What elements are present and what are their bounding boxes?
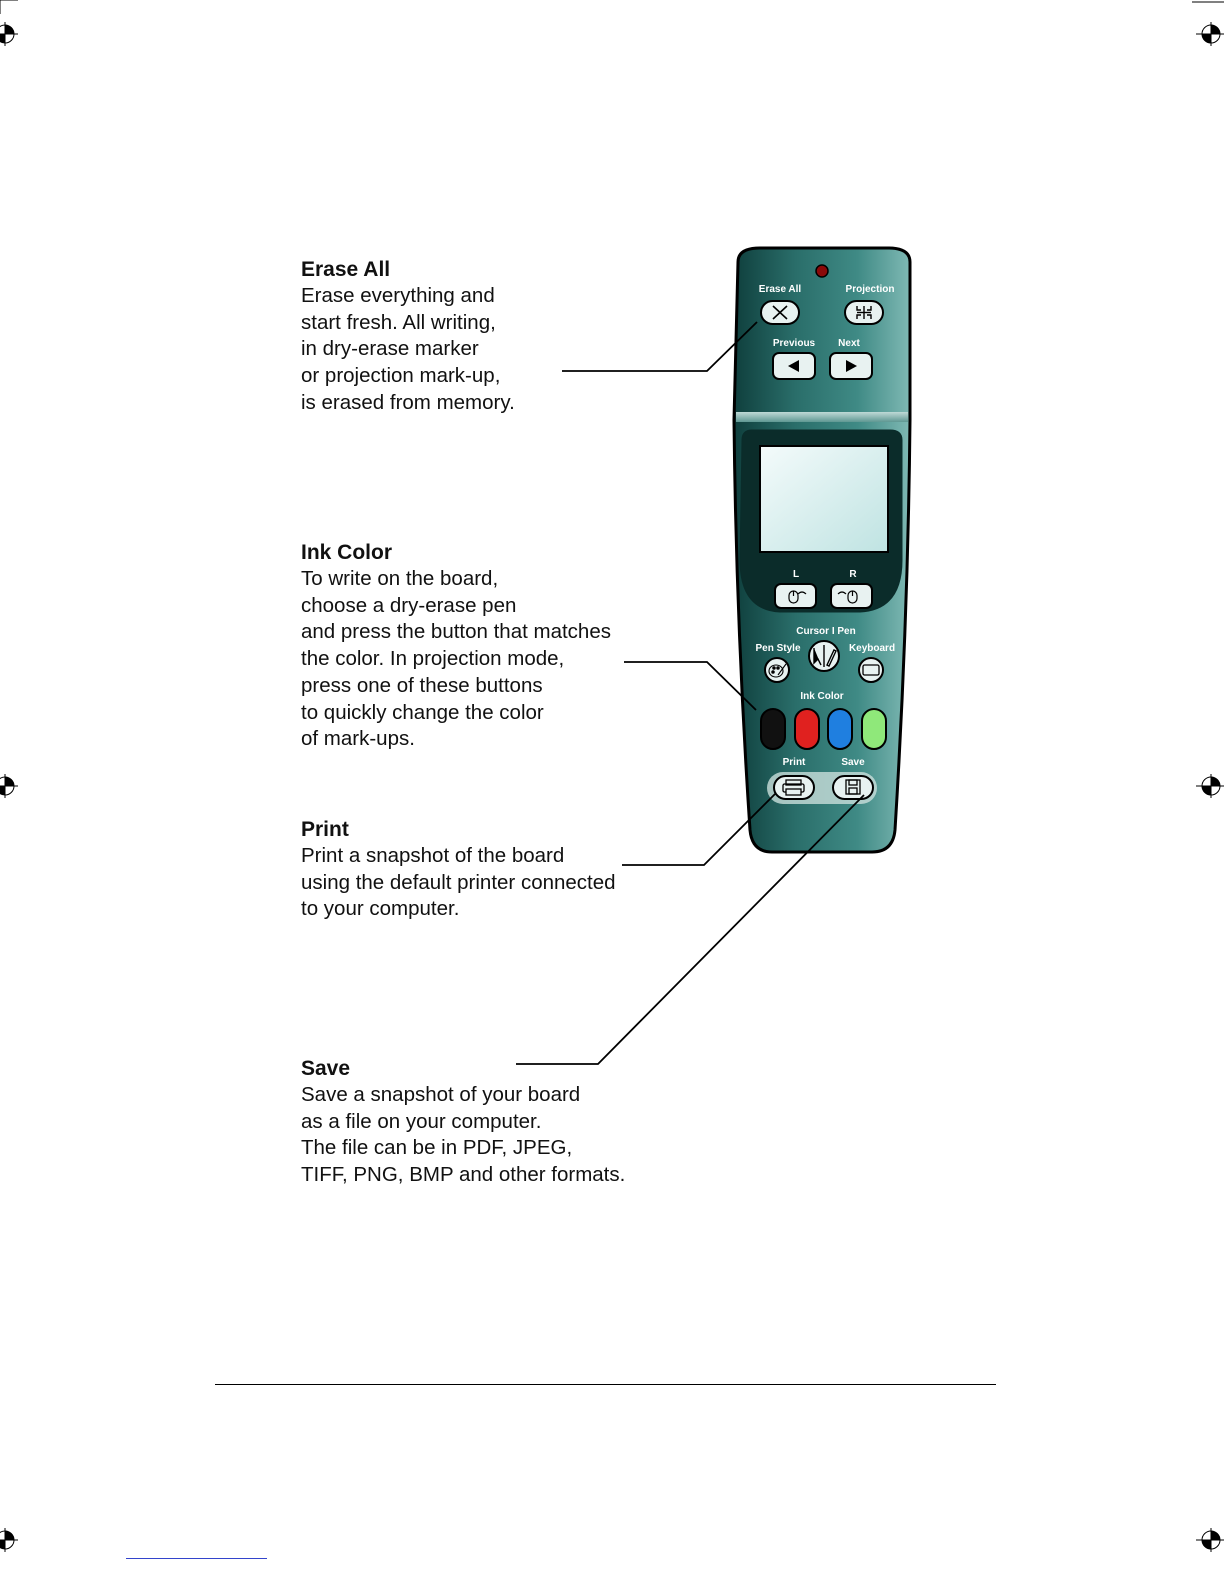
callout-line: of mark-ups. — [301, 727, 415, 751]
callout-line: Print a snapshot of the board — [301, 844, 565, 867]
callout-title: Erase All — [301, 258, 391, 281]
callout-line: is erased from memory. — [301, 390, 515, 414]
ink-black-button[interactable] — [761, 709, 785, 749]
callout-line: the color. In projection mode, — [301, 647, 565, 671]
cursor-pen-button[interactable] — [809, 641, 839, 671]
save-label: Save — [841, 757, 865, 768]
callout-line: or projection mark-up, — [301, 364, 501, 388]
ink-color-label: Ink Color — [800, 691, 844, 702]
right-click-label: R — [849, 569, 857, 580]
callout-line: To write on the board, — [301, 567, 499, 590]
print-label: Print — [782, 757, 806, 768]
left-click-label: L — [792, 569, 800, 580]
callout-line: press one of these buttons — [301, 673, 543, 697]
ir-led-icon — [816, 265, 828, 277]
erase-all-label: Erase All — [758, 284, 802, 295]
projection-label: Projection — [845, 284, 895, 295]
cursor-pen-label: Cursor I Pen — [796, 626, 856, 637]
keyboard-label: Keyboard — [848, 643, 896, 654]
callout-title: Ink Color — [301, 541, 393, 564]
callout-line: using the default printer connected — [301, 870, 616, 894]
erase-all-button[interactable] — [761, 301, 799, 324]
next-label: Next — [838, 338, 860, 349]
pen-style-button[interactable] — [765, 658, 789, 682]
callout-line: to your computer. — [301, 897, 460, 921]
projection-button[interactable] — [845, 301, 883, 324]
callout-line: start fresh. All writing, — [301, 310, 496, 334]
callout-line: Save a snapshot of your board — [301, 1083, 581, 1106]
right-click-button[interactable] — [831, 584, 872, 608]
bottom-link-underline — [126, 1558, 267, 1559]
leader-line-erase-all — [562, 322, 757, 371]
save-button[interactable] — [833, 776, 873, 799]
next-button[interactable] — [830, 353, 872, 379]
ink-blue-button[interactable] — [828, 709, 852, 749]
callout-line: as a file on your computer. — [301, 1109, 542, 1133]
callout-line: Erase everything and — [301, 284, 495, 307]
callout-line: choose a dry-erase pen — [301, 593, 517, 617]
callout-title: Save — [301, 1057, 351, 1080]
callout-line: in dry-erase marker — [301, 337, 479, 361]
callout-line: The file can be in PDF, JPEG, — [301, 1136, 573, 1160]
print-button[interactable] — [774, 776, 814, 799]
touch-screen[interactable] — [760, 446, 888, 552]
pen-style-label: Pen Style — [755, 643, 801, 654]
remote-divider — [736, 412, 908, 422]
callout-title: Print — [301, 818, 349, 841]
footer-rule — [215, 1384, 996, 1385]
callout-line: TIFF, PNG, BMP and other formats. — [301, 1163, 626, 1187]
previous-label: Previous — [772, 338, 816, 349]
left-click-button[interactable] — [775, 584, 816, 608]
ink-green-button[interactable] — [862, 709, 886, 749]
callout-line: and press the button that matches — [301, 620, 611, 644]
leader-line-ink-color — [624, 662, 756, 710]
previous-button[interactable] — [773, 353, 815, 379]
keyboard-button[interactable] — [859, 658, 883, 682]
ink-red-button[interactable] — [795, 709, 819, 749]
callout-line: to quickly change the color — [301, 700, 544, 724]
